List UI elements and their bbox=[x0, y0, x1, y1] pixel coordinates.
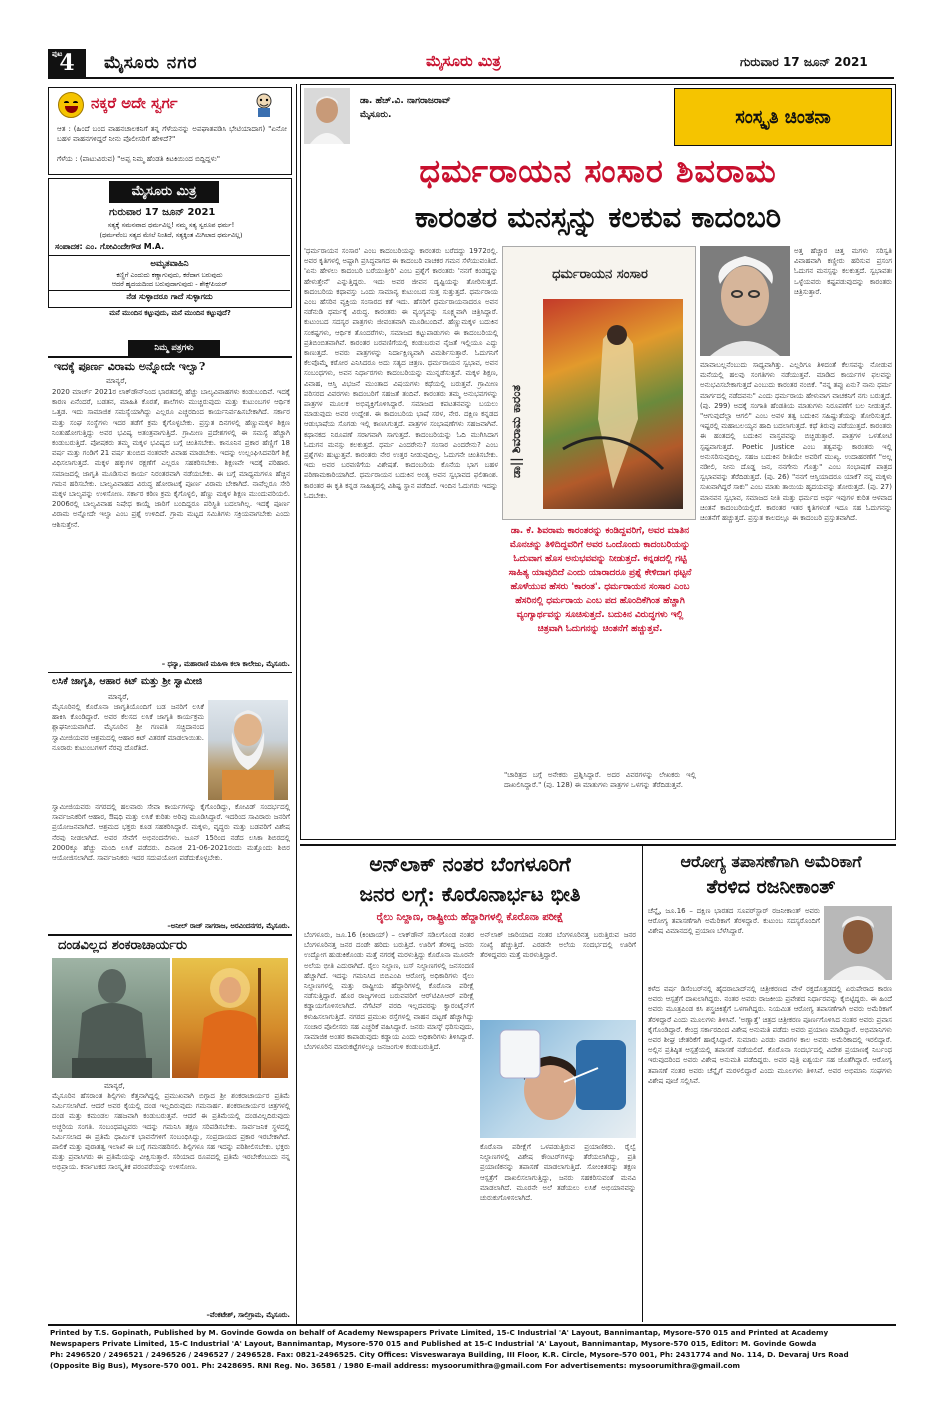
article2-body-col2: ಅನ್‌ಲಾಕ್ ಜಾರಿಯಾದ ನಂತರ ಬೆಂಗಳೂರಿನತ್ತ ಬರುತ್ತಿರುವ ಜನರ ಸಂಖ್ಯೆ ಹೆಚ್ಚುತ್ತಿದೆ. ಎರಡನೇ ಅಲೆಯ ಸಂದರ್ಭದಲ್ಲಿ ಊರಿಗೆ ತೆರಳಿದ್ದವರು ಮತ್ತೆ ಮರಳುತ್ತಿದ್ದಾರೆ. bbox=[480, 931, 636, 960]
divider bbox=[48, 356, 292, 358]
covid-test-photo bbox=[480, 1020, 636, 1138]
paper-info-box bbox=[48, 178, 292, 308]
cartoon-icon bbox=[249, 92, 279, 118]
letter3-title: ದಂಡವಿಲ್ಲದ ಶಂಕರಾಚಾರ್ಯರು bbox=[58, 938, 188, 953]
letter2-body: ಸ್ವಾಮೀಜಿಯವರು ನಗರದಲ್ಲಿ ಹಲವಾರು ಸೇವಾ ಕಾರ್ಯಗಳನ್ನು ಕೈಗೊಂಡಿದ್ದು, ಕೋವಿಡ್ ಸಂದರ್ಭದಲ್ಲಿ ಸಾರ್ವಜನಿಕರಿಗೆ ಆಹಾರ, ಔಷಧಿ ಮತ್ತು ಲಸಿಕೆ ಕುರಿತು ಅರಿವು ಮೂಡಿಸಿದ್ದಾರೆ. ಇದರಿಂದ ಸಾವಿರಾರು ಜನರಿಗೆ ಪ್ರಯೋಜನವಾಗಿದೆ. ಆಶ್ರಮದ ಭಕ್ತರು ಕೂಡ ಸಹಕರಿಸಿದ್ದಾರೆ. ಮಕ್ಕಳು, ವೃದ್ಧರು ಮತ್ತು ಬಡವರಿಗೆ ವಿಶೇಷ ನೆರವು ನೀಡಲಾಗಿದೆ. ಅವರ ಸೇವೆಗೆ ಅಭಿನಂದನೆಗಳು. ಜೂನ್ 15ರಿಂದ ನಡೆದ ಲಸಿಕಾ ಶಿಬಿರದಲ್ಲಿ 2000ಕ್ಕೂ ಹೆಚ್ಚು ಮಂದಿ ಲಸಿಕೆ ಪಡೆದರು. ದಿನಾಂಕ 21-06-2021ರಂದು ಮತ್ತೊಂದು ಶಿಬಿರ ಆಯೋಜಿಸಲಾಗಿದೆ. ಸಾರ್ವಜನಿಕರು ಇದರ ಸದುಪಯೋಗ ಪಡೆದುಕೊಳ್ಳಬೇಕು. bbox=[52, 803, 290, 863]
article3-headline-2: ತೆರಳಿದ ರಜನೀಕಾಂತ್ bbox=[706, 876, 836, 898]
page-label: ಪುಟ bbox=[52, 50, 63, 58]
column-separator bbox=[642, 846, 643, 1322]
book-cover bbox=[502, 246, 696, 520]
motto-sub: (ಧರ್ಮವೆಂಬ ಸತ್ಯದ ಮೇಲೆ ನಿಂತಿದೆ, ಸತ್ಯಕ್ಕಿಂತ ಮಿಗಿಲಾದ ಧರ್ಮವಿಲ್ಲ) bbox=[99, 231, 243, 239]
article2-subhead: ರೈಲು ನಿಲ್ದಾಣ, ರಾಷ್ಟ್ರೀಯ ಹೆದ್ದಾರಿಗಳಲ್ಲಿ ಕೊರೊನಾ ಪರೀಕ್ಷೆ bbox=[376, 912, 564, 923]
proverb-line: ಮನೆ ಮುಂದಿನ ಕಟ್ಟುವುದು, ಮನೆ ಮುಂದಿನ ಕಟ್ಟುವುದೆ? bbox=[109, 309, 231, 317]
paper-name: ಮೈಸೂರು ಮಿತ್ರ bbox=[426, 52, 501, 70]
imprint-line-2: Newspapers Private Limited, 15-C Industrial 'A' Layout, Bannimantap, Mysore-570 015 and Published at 15-C Industrial 'A' Layout, Bannimantap, Mysore-570 015, Editor: M. Govinde Gowda bbox=[50, 1339, 817, 1348]
article3-body: ಕಳೆದ ವರ್ಷ ಡಿಸೆಂಬರ್‌ನಲ್ಲಿ ಹೈದರಾಬಾದ್‌ನಲ್ಲಿ ಚಿತ್ರೀಕರಣದ ವೇಳೆ ರಕ್ತದೊತ್ತಡದಲ್ಲಿ ಏರುಪೇರಾದ ಕಾರಣ ಅವರು ಆಸ್ಪತ್ರೆಗೆ ದಾಖಲಾಗಿದ್ದರು. ನಂತರ ಅವರು ರಾಜಕೀಯ ಪ್ರವೇಶದ ನಿರ್ಧಾರವನ್ನು ಕೈಬಿಟ್ಟಿದ್ದರು. ಈ ಹಿಂದೆ ಅವರು ಮೂತ್ರಪಿಂಡ ಕಸಿ ಶಸ್ತ್ರಚಿಕಿತ್ಸೆಗೆ ಒಳಗಾಗಿದ್ದರು. ನಿಯಮಿತ ಆರೋಗ್ಯ ತಪಾಸಣೆಗಾಗಿ ಅವರು ಅಮೆರಿಕಾಗೆ ತೆರಳಿದ್ದಾರೆ ಎಂದು ಮೂಲಗಳು ತಿಳಿಸಿವೆ. 'ಅಣ್ಣಾತ್ತೆ' ಚಿತ್ರದ ಚಿತ್ರೀಕರಣ ಪೂರ್ಣಗೊಳಿಸಿದ ನಂತರ ಅವರು ಪ್ರವಾಸ ಕೈಗೊಂಡಿದ್ದಾರೆ. ಕೇಂದ್ರ ಸರ್ಕಾರದಿಂದ ವಿಶೇಷ ಅನುಮತಿ ಪಡೆದು ಅವರು ಪ್ರಯಾಣ ಮಾಡಿದ್ದಾರೆ. ಅಭಿಮಾನಿಗಳು ಅವರ ಶೀಘ್ರ ಚೇತರಿಕೆಗೆ ಹಾರೈಸಿದ್ದಾರೆ. ಸುಮಾರು ಎರಡು ವಾರಗಳ ಕಾಲ ಅವರು ಅಮೆರಿಕಾದಲ್ಲಿ ಇರಲಿದ್ದಾರೆ. ಅಲ್ಲಿನ ಪ್ರತಿಷ್ಠಿತ ಆಸ್ಪತ್ರೆಯಲ್ಲಿ ತಪಾಸಣೆ ನಡೆಯಲಿದೆ. ಕೊರೊನಾ ಸಂದರ್ಭದಲ್ಲಿ ವಿದೇಶ ಪ್ರಯಾಣಕ್ಕೆ ನಿರ್ಬಂಧ ಇರುವುದರಿಂದ ಅವರು ವಿಶೇಷ ಅನುಮತಿ ಪಡೆದಿದ್ದರು. ಅವರ ಪುತ್ರಿ ಐಶ್ವರ್ಯ ಸಹ ಜೊತೆಗಿದ್ದಾರೆ. ಆರೋಗ್ಯ ತಪಾಸಣೆ ನಂತರ ಅವರು ಚೆನ್ನೈಗೆ ಮರಳಲಿದ್ದಾರೆ ಎಂದು ಮೂಲಗಳು ತಿಳಿಸಿವೆ. ಅವರ ಅಭಿಮಾನಿ ಸಂಘಗಳು ವಿಶೇಷ ಪೂಜೆ ಸಲ್ಲಿಸಿವೆ. bbox=[648, 985, 892, 1085]
letters-tag: ನಿಮ್ಮ ಪತ್ರಗಳು bbox=[128, 340, 220, 356]
imprint-line-3: Ph: 2496520 / 2496521 / 2496526 / 2496527 / 2496528. Fax: 0821-2496525. City Offices: Visveswaraya Building, III Floor, K.R. Circle, Mysore-570 001, Ph: 2431774 and No. 114, D. Devaraj Urs Road bbox=[50, 1350, 849, 1359]
letter3-body: ಮೈಸೂರಿನ ಹೆಸರಾಂತ ಶಿಲ್ಪಿಗಳು ಕೆತ್ತನಾಗಿದ್ದಲ್ಲಿ ಪ್ರಮುಖವಾಗಿ ಬಿಗ್ಗಾದ ಶ್ರೀ ಶಂಕರಾಚಾರ್ಯರ ಪ್ರತಿಮೆ ನಿರ್ಮಿಸಲಾಗಿದೆ. ಆದರೆ ಅವರ ಕೈಯಲ್ಲಿ ದಂಡ ಇಲ್ಲದಿರುವುದು ಗಮನಾರ್ಹ. ಶಂಕರಾಚಾರ್ಯರ ಚಿತ್ರಗಳಲ್ಲಿ ದಂಡ ಮತ್ತು ಕಮಂಡಲ ಸಹಜವಾಗಿ ಕಂಡುಬರುತ್ತವೆ. ಆದರೆ ಈ ಪ್ರತಿಮೆಯಲ್ಲಿ ದಂಡವಿಲ್ಲದಿರುವುದು ಅಚ್ಚರಿಯ ಸಂಗತಿ. ಸಂಬಂಧಪಟ್ಟವರು ಇದನ್ನು ಗಮನಿಸಿ ತಕ್ಷಣ ಸರಿಪಡಿಸಬೇಕು. ಸಾರ್ವಜನಿಕ ಸ್ಥಳದಲ್ಲಿ ನಿರ್ಮಿಸಲಾದ ಈ ಪ್ರತಿಮೆ ಧಾರ್ಮಿಕ ಭಾವನೆಗಳಿಗೆ ಸಂಬಂಧಿಸಿದ್ದು, ಸಂಪ್ರದಾಯದ ಪ್ರಕಾರ ಇರಬೇಕಾಗಿದೆ. ಪಾಲಿಕೆ ಮತ್ತು ಪುರಾತತ್ವ ಇಲಾಖೆ ಈ ಬಗ್ಗೆ ಗಮನಹರಿಸಲಿ. ಶಿಲ್ಪಿಗಳೂ ಸಹ ಇದನ್ನು ಪರಿಶೀಲಿಸಬೇಕು. ಭಕ್ತರು ಮತ್ತು ಪ್ರವಾಸಿಗರು ಈ ಪ್ರತಿಮೆಯನ್ನು ವೀಕ್ಷಿಸುತ್ತಾರೆ. ಸರಿಯಾದ ರೂಪದಲ್ಲಿ ಪ್ರತಿಮೆ ಇರಬೇಕೆಂಬುದು ನನ್ನ ಅಭಿಪ್ರಾಯ. ಕರ್ನಾಟಕದ ಸಾಂಸ್ಕೃತಿಕ ಪರಂಪರೆಯನ್ನು ಉಳಿಸೋಣ. bbox=[52, 1092, 290, 1172]
karanth-photo bbox=[700, 246, 790, 356]
letter2-title: ಲಸಿಕೆ ಜಾಗೃತಿ, ಆಹಾರ ಕಿಟ್ ಮತ್ತು ಶ್ರೀ ಸ್ವಾಮೀಜಿ bbox=[52, 676, 203, 687]
paper-logo: ಮೈಸೂರು ಮಿತ್ರ bbox=[109, 181, 219, 203]
joke-title: ನಕ್ಕರೆ ಅದೇ ಸ್ವರ್ಗ bbox=[91, 94, 178, 112]
footer-rule bbox=[48, 1324, 896, 1326]
feature-body-col3: ಮಾವಾಬಲ್ಲನೆಂಬುದು ಸಾಧ್ಯವಾಗಿತ್ತು. ಎಲ್ಲರಿಗೂ ತಿಳಿದಂತೆ ಕೆಲಸವನ್ನು ನೋಡುವ ಮನೆಯಲ್ಲಿ ಹಲವು ಸಂಗತಿಗಳು ನಡೆಯುತ್ತವೆ. ಮಾಡಿದ ಕಾರ್ಯಗಳ ಫಲವನ್ನು ಅನುಭವಿಸಬೇಕಾಗುತ್ತದೆ ಎಂಬುದು ಕಾರಂತರ ನಂಬಿಕೆ. "ನನ್ನ ತಪ್ಪು ಏನು? ನಾನು ಧರ್ಮ ಮಾರ್ಗದಲ್ಲಿ ನಡೆದವನು" ಎಂದು ಧರ್ಮರಾಯ ಹೇಳುವಾಗ ವಾಚಕನಿಗೆ ನಗು ಬರುತ್ತದೆ. (ಪು. 299) ಅದಕ್ಕೆ ಸಂಗಾತಿ ಹೆಂಡತಿಯ ಮಾತುಗಳು ನಿರೂಪಣೆಗೆ ಬಲ ನೀಡುತ್ತವೆ. "ಆಗುವುದೆಲ್ಲಾ ಆಗಲಿ" ಎಂಬ ಅವಳ ತತ್ವ ಬದುಕಿನ ಸಹಿಷ್ಣುತೆಯನ್ನು ತೋರಿಸುತ್ತದೆ. ಇಷ್ಟರಲ್ಲಿ ಮಹಾಬಲಯ್ಯನ ಹಾದಿ ಬದಲಾಗುತ್ತದೆ. ಕಥೆ ತಿರುವು ಪಡೆಯುತ್ತದೆ. ಕಾರಂತರು ಈ ಹಂತದಲ್ಲಿ ಬದುಕಿನ ವಾಸ್ತವವನ್ನು ಬಿಚ್ಚಿಡುತ್ತಾರೆ. ಪಾತ್ರಗಳ ಒಳತೋಟಿ ಸ್ಪಷ್ಟವಾಗುತ್ತದೆ. Poetic Justice ಎಂಬ ತತ್ವವನ್ನು ಕಾರಂತರು ಇಲ್ಲಿ ಅನುಸರಿಸುವುದಿಲ್ಲ. ಸಹಜ ಬದುಕಿನ ರೀತಿಯೇ ಅವರಿಗೆ ಮುಖ್ಯ. ಉದಾಹರಣೆಗೆ "ಅಲ್ಲ ನಡೀಲಿ, ನೀನು ದೊಡ್ಡ ಜನ, ನನಗೇನು ಗೊತ್ತು" ಎಂಬ ಸಂಭಾಷಣೆ ಪಾತ್ರದ ಸ್ವಭಾವವನ್ನು ತೆರೆದಿಡುತ್ತದೆ. (ಪು. 26) "ನನಗೆ ಆಸ್ತಿಯಾದರೂ ಯಾಕೆ? ನನ್ನ ಮಕ್ಕಳು ಸುಖವಾಗಿದ್ದರೆ ಸಾಕು" ಎಂಬ ಮಾತು ತಾಯಿಯ ಹೃದಯವನ್ನು ತೋರುತ್ತದೆ. (ಪು. 27) ಮಾನವನ ಸ್ವಭಾವ, ಸಮಾಜದ ನೀತಿ ಮತ್ತು ಧರ್ಮದ ಅರ್ಥ ಇವುಗಳ ಕುರಿತ ಆಳವಾದ ಚಿಂತನೆ ಕಾದಂಬರಿಯಲ್ಲಿದೆ. ಕಾರಂತರ ಇತರ ಕೃತಿಗಳಂತೆ ಇದೂ ಸಹ ಓದುಗನನ್ನು ಚಿಂತನೆಗೆ ಹಚ್ಚುತ್ತದೆ. ಪ್ರಸ್ತುತ ಕಾಲದಲ್ಲೂ ಈ ಕಾದಂಬರಿ ಪ್ರಸ್ತುತವಾಗಿದೆ. bbox=[700, 361, 892, 523]
divider bbox=[49, 290, 290, 291]
editor: ಸಂಪಾದಕ: ಎಂ. ಗೋವಿಂದೇಗೌಡ M.A. bbox=[55, 242, 165, 251]
proverb-title: ನೆಡ ಸುಳ್ಳಾದರೂ ಗಾದೆ ಸುಳ್ಳಾಗದು bbox=[126, 292, 213, 301]
letter1-sign: – ಧನ್ಯಾ, ಮಹಾರಾಣಿ ಮಹಿಳಾ ಕಲಾ ಕಾಲೇಜು, ಮೈಸೂರು. bbox=[161, 660, 290, 668]
laughing-face-icon bbox=[58, 92, 84, 118]
feature-body-col3-top: ಅತ್ತ ಹೆಚ್ಚಾರ ಚಿತ್ತ ಮಗಳು ಸರಿಸ್ವತಿ ವಿವಾಹವಾಗಿ ಕಣ್ಣೀರು ಹರಿಸುವ ಪ್ರಸಂಗ ಓದುಗನ ಮನಸ್ಸನ್ನು ಕಲಕುತ್ತದೆ. ಸ್ವಭಾವತಃ ಒಳ್ಳೆಯವರು ಕಷ್ಟಪಡುವುದನ್ನು ಕಾರಂತರು ಚಿತ್ರಿಸುತ್ತಾರೆ. bbox=[794, 247, 892, 296]
divider bbox=[49, 255, 290, 256]
divider bbox=[300, 844, 896, 846]
swamiji-photo bbox=[208, 700, 288, 800]
book-cover-author: ಡಾ|| ಶಿವರಾಮ ಕಾರಂತ bbox=[509, 385, 523, 479]
imprint-line-1: Printed by T.S. Gopinath, Published by M. Govinde Gowda on behalf of Academy Newspapers Private Limited, 15-C Industrial 'A' Layout, Bannimantap, Mysore-570 015 and Printed at Academy bbox=[50, 1328, 829, 1337]
article3-headline-1: ಆರೋಗ್ಯ ತಪಾಸಣೆಗಾಗಿ ಅಮೆರಿಕಾಗೆ bbox=[680, 852, 862, 871]
page-number: 4 bbox=[59, 50, 75, 76]
article2-headline-1: ಅನ್‌ಲಾಕ್ ನಂತರ ಬೆಂಗಳೂರಿಗೆ bbox=[369, 852, 571, 876]
book-cover-art bbox=[543, 299, 683, 509]
book-cover-title: ಧರ್ಮರಾಯನ ಸಂಸಾರ bbox=[552, 267, 648, 282]
amrutha-line-1: ಕಣ್ಣಿಗೆ ಎಂದುದು ಕಣ್ಣಾಗುವುದು, ಕರೆದಾಗ ಬರುವುದು bbox=[116, 271, 223, 279]
article2-body-col1: ಬೆಂಗಳೂರು, ಜೂ.16 (ಕಿಂಟಾಯ್) – ಲಾಕ್‌ಡೌನ್ ಸಡಿಲಗೊಂಡ ನಂತರ ಬೆಂಗಳೂರಿನತ್ತ ಜನರ ದಂಡೇ ಹರಿದು ಬರುತ್ತಿದೆ. ಊರಿಗೆ ತೆರಳಿದ್ದ ಜನರು ಉದ್ಯೋಗ ಹುಡುಕಿಕೊಂಡು ಮತ್ತೆ ನಗರಕ್ಕೆ ಮರಳುತ್ತಿದ್ದು ಕೊರೊನಾ ಮೂರನೇ ಅಲೆಯ ಭೀತಿ ಎದುರಾಗಿದೆ. ರೈಲು ನಿಲ್ದಾಣ, ಬಸ್ ನಿಲ್ದಾಣಗಳಲ್ಲಿ ಜನಸಂದಣಿ ಹೆಚ್ಚಾಗಿದೆ. ಇದನ್ನು ಗಮನಿಸಿದ ಬಿಬಿಎಂಪಿ ಆರೋಗ್ಯ ಅಧಿಕಾರಿಗಳು ರೈಲು ನಿಲ್ದಾಣಗಳಲ್ಲಿ ಮತ್ತು ರಾಷ್ಟ್ರೀಯ ಹೆದ್ದಾರಿಗಳಲ್ಲಿ ಕೊರೊನಾ ಪರೀಕ್ಷೆ ನಡೆಸುತ್ತಿದ್ದಾರೆ. ಹೊರ ರಾಜ್ಯಗಳಿಂದ ಬರುವವರಿಗೆ ಆರ್‌ಟಿಪಿಸಿಆರ್ ಪರೀಕ್ಷೆ ಕಡ್ಡಾಯಗೊಳಿಸಲಾಗಿದೆ. ನೆಗೆಟಿವ್ ವರದಿ ಇಲ್ಲದವರನ್ನು ಕ್ವಾರಂಟೈನ್‌ಗೆ ಕಳುಹಿಸಲಾಗುತ್ತಿದೆ. ನಗರದ ಪ್ರಮುಖ ರಸ್ತೆಗಳಲ್ಲಿ ವಾಹನ ದಟ್ಟಣೆ ಹೆಚ್ಚಾಗಿದ್ದು ಸಂಚಾರ ಪೊಲೀಸರು ಸಹ ಎಚ್ಚರಿಕೆ ವಹಿಸಿದ್ದಾರೆ. ಜನರು ಮಾಸ್ಕ್ ಧರಿಸುವುದು, ಸಾಮಾಜಿಕ ಅಂತರ ಕಾಪಾಡುವುದು ಕಡ್ಡಾಯ ಎಂದು ಅಧಿಕಾರಿಗಳು ತಿಳಿಸಿದ್ದಾರೆ. ಬೆಂಗಳೂರಿನ ಮಾರುಕಟ್ಟೆಗಳಲ್ಲೂ ಜನಜಂಗುಳಿ ಕಂಡುಬರುತ್ತಿದೆ. bbox=[304, 931, 474, 1052]
author-name: ಡಾ. ಹೆಚ್.ವಿ. ನಾಗರಾಜರಾವ್ bbox=[360, 96, 451, 106]
letter3-salute: ಮಾನ್ಯರೆ, bbox=[104, 1081, 125, 1090]
joke-line-2: ಗೆಳೆಯ : (ಪಾಟುವಿರುವ) "ಅಪ್ಪ ನಿಮ್ಮ ಹೆಂಡತಿ ಕಿಟಕಿಯಿಂದ ಬಿದ್ದಿದ್ದಳು" bbox=[57, 154, 221, 163]
shankaracharya-statue-photo bbox=[52, 958, 170, 1078]
feature-body-col1: 'ಧರ್ಮರಾಯನ ಸಂಸಾರ' ಎಂಬ ಕಾದಂಬರಿಯನ್ನು ಕಾರಂತರು ಬರೆದದ್ದು 1972ರಲ್ಲಿ. ಅವರ ಕೃತಿಗಳಲ್ಲಿ ಅಷ್ಟಾಗಿ ಪ್ರಸಿದ್ಧವಾಗದ ಈ ಕಾದಂಬರಿ ವಾಚಕರ ಗಮನ ಸೆಳೆಯುವಂತಿದೆ. 'ಏನು ಹೇಳಲು ಕಾದಂಬರಿ ಬರೆಯುತ್ತೀರಿ' ಎಂಬ ಪ್ರಶ್ನೆಗೆ ಕಾರಂತರು 'ನನಗೆ ಕಂಡದ್ದನ್ನು ಹೇಳುತ್ತೇನೆ' ಎನ್ನುತ್ತಿದ್ದರು. ಇದು ಅವರ ಜೀವನ ದೃಷ್ಟಿಯನ್ನು ತೋರಿಸುತ್ತದೆ. ಕಾದಂಬರಿಯ ಕಥಾವಸ್ತು ಒಂದು ಸಾಮಾನ್ಯ ಕುಟುಂಬದ ಸುತ್ತ ಸುತ್ತುತ್ತದೆ. ಧರ್ಮರಾಯ ಎಂಬ ಹೆಸರಿನ ವ್ಯಕ್ತಿಯ ಸಂಸಾರದ ಕತೆ ಇದು. ಹೆಸರಿಗೆ ಧರ್ಮರಾಯನಾದರೂ ಅವನ ನಡೆನುಡಿ ಧರ್ಮಕ್ಕೆ ವಿರುದ್ಧ. ಕಾರಂತರು ಈ ವ್ಯಂಗ್ಯವನ್ನು ಸೂಕ್ಷ್ಮವಾಗಿ ಚಿತ್ರಿಸಿದ್ದಾರೆ. ಕುಟುಂಬದ ಸದಸ್ಯರ ಪಾತ್ರಗಳು ಜೀವಂತವಾಗಿ ಮೂಡಿಬಂದಿವೆ. ಹೆಣ್ಣುಮಕ್ಕಳ ಬದುಕಿನ ಸಂಕಷ್ಟಗಳು, ಆರ್ಥಿಕ ತೊಂದರೆಗಳು, ಸಮಾಜದ ಕಟ್ಟುಪಾಡುಗಳು ಈ ಕಾದಂಬರಿಯಲ್ಲಿ ಪ್ರತಿಬಿಂಬಿತವಾಗಿವೆ. ಕಾರಂತರ ಬರವಣಿಗೆಯಲ್ಲಿ ಕಂಡುಬರುವ ನೈಜತೆ ಇಲ್ಲಿಯೂ ಎದ್ದು ಕಾಣುತ್ತದೆ. ಅವರು ಪಾತ್ರಗಳನ್ನು ನಿರ್ದಾಕ್ಷಿಣ್ಯವಾಗಿ ವಿಮರ್ಶಿಸುತ್ತಾರೆ. ಓದುಗನಿಗೆ ಕೆಲವೊಮ್ಮೆ ಕಠೋರ ಎನಿಸಿದರೂ ಅದು ಸತ್ಯದ ಚಿತ್ರಣ. ಧರ್ಮರಾಯನ ಸ್ವಭಾವ, ಅವನ ಸಂಬಂಧಗಳು, ಅವನ ನಿರ್ಧಾರಗಳು ಕಾದಂಬರಿಯನ್ನು ಮುನ್ನಡೆಸುತ್ತವೆ. ಮಕ್ಕಳ ಶಿಕ್ಷಣ, ವಿವಾಹ, ಆಸ್ತಿ ವಿಭಜನೆ ಮುಂತಾದ ವಿಷಯಗಳು ಕಥೆಯಲ್ಲಿ ಬರುತ್ತವೆ. ಗ್ರಾಮೀಣ ಪರಿಸರದ ವಿವರಗಳು ಕಾದಂಬರಿಗೆ ಸಹಜತೆ ತಂದಿವೆ. ಕಾರಂತರು ತಮ್ಮ ಅನುಭವಗಳನ್ನು ಪಾತ್ರಗಳ ಮೂಲಕ ಅಭಿವ್ಯಕ್ತಿಗೊಳಿಸಿದ್ದಾರೆ. ಸಮಾಜದ ಕಪಟತನವನ್ನು ಬಯಲು ಮಾಡುವುದು ಅವರ ಉದ್ದೇಶ. ಈ ಕಾದಂಬರಿಯ ಭಾಷೆ ಸರಳ, ನೇರ. ದಕ್ಷಿಣ ಕನ್ನಡದ ಆಡುಭಾಷೆಯ ಸೊಗಡು ಇಲ್ಲಿ ಕಾಣಸಿಗುತ್ತದೆ. ಪಾತ್ರಗಳ ಸಂಭಾಷಣೆಗಳು ಸಹಜವಾಗಿವೆ. ಕಥಾನಕದ ನಿರೂಪಣೆ ಸರಾಗವಾಗಿ ಸಾಗುತ್ತದೆ. ಕಾದಂಬರಿಯನ್ನು ಓದಿ ಮುಗಿಸಿದಾಗ ಓದುಗನ ಮನಸ್ಸು ಕಲಕುತ್ತದೆ. ಧರ್ಮ ಎಂದರೇನು? ಸಂಸಾರ ಎಂದರೇನು? ಎಂಬ ಪ್ರಶ್ನೆಗಳು ಹುಟ್ಟುತ್ತವೆ. ಕಾರಂತರು ನೇರ ಉತ್ತರ ನೀಡುವುದಿಲ್ಲ. ಓದುಗನೇ ಚಿಂತಿಸಬೇಕು. ಇದು ಅವರ ಬರವಣಿಗೆಯ ವಿಶೇಷತೆ. ಕಾದಂಬರಿಯ ಕೊನೆಯ ಭಾಗ ಬಹಳ ಪರಿಣಾಮಕಾರಿಯಾಗಿದೆ. ಧರ್ಮರಾಯನ ಬದುಕಿನ ಅಂತ್ಯ ಅವನ ಸ್ವಭಾವದ ಫಲಿತಾಂಶ. ಕಾರಂತರ ಈ ಕೃತಿ ಕನ್ನಡ ಸಾಹಿತ್ಯದಲ್ಲಿ ವಿಶಿಷ್ಟ ಸ್ಥಾನ ಪಡೆದಿದೆ. ಇಂದಿನ ಓದುಗರು ಇದನ್ನು ಓದಬೇಕು. bbox=[304, 247, 498, 500]
feature-headline-2: ಕಾರಂತರ ಮನಸ್ಸನ್ನು ಕಲಕುವ ಕಾದಂಬರಿ bbox=[414, 200, 782, 234]
masthead-rule bbox=[48, 77, 894, 79]
article3-body-top: ಚೆನ್ನೈ, ಜೂ.16 – ದಕ್ಷಿಣ ಭಾರತದ ಸೂಪರ್‌ಸ್ಟಾರ್ ರಜನೀಕಾಂತ್ ಅವರು ಆರೋಗ್ಯ ತಪಾಸಣೆಗಾಗಿ ಅಮೆರಿಕಾಗೆ ತೆರಳಿದ್ದಾರೆ. ಕುಟುಂಬ ಸದಸ್ಯರೊಂದಿಗೆ ವಿಶೇಷ ವಿಮಾನದಲ್ಲಿ ಪ್ರಯಾಣ ಬೆಳೆಸಿದ್ದಾರೆ. bbox=[648, 907, 820, 936]
letter2-body-left: ಮೈಸೂರಿನಲ್ಲಿ ಕೊರೊನಾ ಜಾಗೃತಿಯೊಂದಿಗೆ ಬಡ ಜನರಿಗೆ ಲಸಿಕೆ ಹಾಕಿಸಿ ಕೊಂಡಿದ್ದಾರೆ. ಅವರ ಕೆಲಸದ ಲಸಿಕೆ ಜಾಗೃತಿ ಕಾರ್ಯಕ್ರಮ ಶ್ಲಾಘನೀಯವಾಗಿದೆ. ಮೈಸೂರಿನ ಶ್ರೀ ಗಣಪತಿ ಸಚ್ಚಿದಾನಂದ ಸ್ವಾಮೀಜಿಯವರ ಆಶ್ರಮದಲ್ಲಿ ಆಹಾರ ಕಿಟ್ ವಿತರಣೆ ಮಾಡಲಾಯಿತು. ನೂರಾರು ಕುಟುಂಬಗಳಿಗೆ ನೆರವು ದೊರೆತಿದೆ. bbox=[52, 703, 204, 752]
feature-body-col2: "ಚಾರಿತ್ರದ ಬಗ್ಗೆ ಅನೇಕರು ಪ್ರಶ್ನಿಸಿದ್ದಾರೆ. ಅದರ ವಿವರಗಳನ್ನು ಲೇಖಕರು ಇಲ್ಲಿ ದಾಖಲಿಸಿದ್ದಾರೆ." (ಪು. 128) ಈ ಮಾತುಗಳು ಪಾತ್ರಗಳ ಒಳಗನ್ನು ತೆರೆದಿಡುತ್ತವೆ. bbox=[504, 771, 696, 790]
letter2-sign: –ಅನೀಲ್ ರಾಜ್ ನಾಗರಾಜ, ಅರವಿಂದನಗರ, ಮೈಸೂರು. bbox=[167, 922, 290, 930]
article2-body-col3: ಕೊರೊನಾ ಪರೀಕ್ಷೆಗೆ ಒಳಪಡುತ್ತಿರುವ ಪ್ರಯಾಣಿಕರು. ರೈಲ್ವೆ ನಿಲ್ದಾಣಗಳಲ್ಲಿ ವಿಶೇಷ ಕೌಂಟರ್‌ಗಳನ್ನು ತೆರೆಯಲಾಗಿದ್ದು, ಪ್ರತಿ ಪ್ರಯಾಣಿಕನನ್ನು ತಪಾಸಣೆ ಮಾಡಲಾಗುತ್ತಿದೆ. ಸೋಂಕಿತರನ್ನು ತಕ್ಷಣ ಆಸ್ಪತ್ರೆಗೆ ದಾಖಲಿಸಲಾಗುತ್ತಿದ್ದು, ಜನರು ಸಹಕರಿಸುವಂತೆ ಮನವಿ ಮಾಡಲಾಗಿದೆ. ಮೂರನೇ ಅಲೆ ತಡೆಯಲು ಲಸಿಕೆ ಅಭಿಯಾನವನ್ನು ಚುರುಕುಗೊಳಿಸಲಾಗಿದೆ. bbox=[480, 1143, 636, 1203]
divider bbox=[48, 934, 292, 936]
letter2-salute: ಮಾನ್ಯರೆ, bbox=[108, 692, 129, 701]
paper-date: ಗುರುವಾರ 17 ಜೂನ್ 2021 bbox=[109, 207, 216, 218]
imprint-line-4: (Opposite Big Bus), Mysore-570 001. Ph: 2428695. RNI Reg. No. 36581 / 1980 E-mail address: mysoorumithra@gmail.com For advertisements: mysoorumithra@gmail.com bbox=[50, 1361, 740, 1370]
author-place: ಮೈಸೂರು. bbox=[360, 110, 392, 120]
column-name: ಸಂಸ್ಕೃತಿ ಚಿಂತನಾ bbox=[674, 88, 892, 146]
article2-headline-2: ಜನರ ಲಗ್ಗೆ: ಕೊರೊನಾರ್ಭಟ ಭೀತಿ bbox=[359, 882, 581, 906]
pull-quote: ಡಾ. ಕೆ. ಶಿವರಾಮ ಕಾರಂತರನ್ನು ಕಂಡಿದ್ದವರಿಗೆ, ಅವರ ಮಾತಿನ ಮೊನಚನ್ನು ತಿಳಿದಿದ್ದವರಿಗೆ ಅವರ ಒಂದೊಂದು ಕಾದಂಬರಿಯನ್ನು ಓದುವಾಗ ಹೊಸ ಅನುಭವವನ್ನು ನೀಡುತ್ತದೆ. ಕನ್ನಡದಲ್ಲಿ ಗಟ್ಟಿ ಸಾಹಿತ್ಯ ಯಾವುದಿದೆ ಎಂದು ಯಾರಾದರೂ ಪ್ರಶ್ನೆ ಕೇಳಿದಾಗ ಥಟ್ಟನೆ ಹೊಳೆಯುವ ಹೆಸರು 'ಕಾರಂತ'. ಧರ್ಮರಾಯನ ಸಂಸಾರ ಎಂಬ ಹೆಸರಿನಲ್ಲಿ ಧರ್ಮರಾಯ ಎಂಬ ಪದ ಹೊಂದಿಕೆಗಿಂತ ಹೆಚ್ಚಾಗಿ ವ್ಯಂಗ್ಯಾರ್ಥವನ್ನು ಸೂಚಿಸುತ್ತದೆ. ಬದುಕಿನ ವಿರುದ್ಧಗಳು ಇಲ್ಲಿ ಚಿತ್ರವಾಗಿ ಓದುಗನನ್ನು ಚಿಂತನೆಗೆ ಹಚ್ಚುತ್ತವೆ. bbox=[508, 526, 692, 634]
joke-line-1: ಆತ : (ಹಿಂದೆ ಬಂದ ವಾಹನಚಾಲಕನಿಗೆ ತನ್ನ ಗೆಳೆಯನನ್ನು ಅಪಘಾತಪಡಿಸಿ ಭೇಟಿಯಾದಾಗ) "ಏನೋ ಬಹಳ ವಾಹನಗಳಿದ್ದರೆ ನೀನು ಪೊಲೀಸರಿಗೆ ಹೇಳಿದೆ?" bbox=[57, 124, 287, 144]
section-name: ಮೈಸೂರು ನಗರ bbox=[104, 53, 198, 73]
column-separator bbox=[296, 84, 297, 1324]
amrutha-line-2: ಆದರೆ ಹೃದಯದಿಂದ ಬರುವುದಾಗುವುದು - ಶೇಕ್ಸ್‌ಪಿಯರ್ bbox=[111, 280, 228, 288]
letter3-sign: –ವೆಂಕಟೇಶ್, ಸಾಲಿಗ್ರಾಮ, ಮೈಸೂರು. bbox=[206, 1311, 290, 1319]
divider bbox=[48, 672, 292, 673]
letter1-body: 2020 ಮಾರ್ಚ್ 2021ರ ಲಾಕ್‌ಡೌನ್‌ನಿಂದ ಭಾರತದಲ್ಲಿ ಹೆಚ್ಚು ಬಾಲ್ಯವಿವಾಹಗಳು ಕಂಡುಬಂದಿವೆ. ಇದಕ್ಕೆ ಕಾರಣ ಏನೆಂದರೆ, ಬಡತನ, ಮಾಹಿತಿ ಕೊರತೆ, ಶಾಲೆಗಳು ಮುಚ್ಚಿರುವುದು ಮತ್ತು ಕುಟುಂಬಗಳ ಆರ್ಥಿಕ ಒತ್ತಡ. ಇದು ಸಾಮಾಜಿಕ ಸಮಸ್ಯೆಯಾಗಿದ್ದು ಎಲ್ಲರೂ ಎಚ್ಚರದಿಂದ ಕಾರ್ಯನಿರ್ವಹಿಸಬೇಕಾಗಿದೆ. ಸರ್ಕಾರ ಮತ್ತು ಸಂಘ ಸಂಸ್ಥೆಗಳು ಇದರ ತಡೆಗೆ ಕ್ರಮ ಕೈಗೊಳ್ಳಬೇಕು. ಪ್ರಸ್ತುತ ದಿನಗಳಲ್ಲಿ ಹೆಣ್ಣುಮಕ್ಕಳ ಶಿಕ್ಷಣ ನಿಂತುಹೋಗುತ್ತಿದ್ದು ಅವರ ಭವಿಷ್ಯ ಅತಂತ್ರವಾಗುತ್ತಿದೆ. ಗ್ರಾಮೀಣ ಪ್ರದೇಶಗಳಲ್ಲಿ ಈ ಸಮಸ್ಯೆ ಹೆಚ್ಚಾಗಿ ಕಂಡುಬರುತ್ತಿದೆ. ಪೋಷಕರು ತಮ್ಮ ಮಕ್ಕಳ ಭವಿಷ್ಯದ ಬಗ್ಗೆ ಚಿಂತಿಸಬೇಕು. ಕಾನೂನಿನ ಪ್ರಕಾರ ಹೆಣ್ಣಿಗೆ 18 ವರ್ಷ ಮತ್ತು ಗಂಡಿಗೆ 21 ವರ್ಷ ತುಂಬಿದ ನಂತರವೇ ವಿವಾಹ ಮಾಡಬೇಕು. ಇದನ್ನು ಉಲ್ಲಂಘಿಸಿದವರಿಗೆ ಶಿಕ್ಷೆ ವಿಧಿಸಲಾಗುತ್ತದೆ. ಮಕ್ಕಳ ಹಕ್ಕುಗಳ ರಕ್ಷಣೆಗೆ ಎಲ್ಲರೂ ಸಹಕರಿಸಬೇಕು. ಶಿಕ್ಷಣವೇ ಇದಕ್ಕೆ ಪರಿಹಾರ. ಸಮಾಜದಲ್ಲಿ ಜಾಗೃತಿ ಮೂಡಿಸುವ ಕಾರ್ಯ ನಿರಂತರವಾಗಿ ನಡೆಯಬೇಕು. ಈ ಬಗ್ಗೆ ಮಾಧ್ಯಮಗಳೂ ಹೆಚ್ಚಿನ ಗಮನ ಹರಿಸಬೇಕು. ಬಾಲ್ಯವಿವಾಹದ ವಿರುದ್ಧ ಹೋರಾಟಕ್ಕೆ ಪೂರ್ಣ ವಿರಾಮ ಬೇಕಾಗಿದೆ. ನಾವೆಲ್ಲರೂ ಸೇರಿ ಮಕ್ಕಳ ಬಾಲ್ಯವನ್ನು ಉಳಿಸೋಣ. ಸರ್ಕಾರ ಕಠಿಣ ಕ್ರಮ ಕೈಗೊಳ್ಳಲಿ, ಹೆಣ್ಣು ಮಕ್ಕಳ ಶಿಕ್ಷಣ ಮುಂದುವರಿಯಲಿ. 2006ರಲ್ಲಿ ಬಾಲ್ಯವಿವಾಹ ನಿಷೇಧ ಕಾಯ್ದೆ ಜಾರಿಗೆ ಬಂದಿದ್ದರೂ ಪರಿಸ್ಥಿತಿ ಬದಲಾಗಿಲ್ಲ. ಇದಕ್ಕೆ ಪೂರ್ಣ ವಿರಾಮ ಅನ್ನೋದೇ ಇಲ್ವಾ ಎಂಬ ಪ್ರಶ್ನೆ ಉಳಿದಿದೆ. ಗ್ರಾಮ ಮಟ್ಟದ ಸಮಿತಿಗಳು ಸಕ್ರಿಯವಾಗಬೇಕು ಎಂದು ಆಶಿಸುತ್ತೇನೆ. bbox=[52, 388, 290, 529]
letter1-salute: ಮಾನ್ಯರೆ, bbox=[106, 376, 127, 385]
date: ಗುರುವಾರ 17 ಜೂನ್ 2021 bbox=[740, 55, 868, 69]
amrutha-title: ಅಮೃತವಾಹಿನಿ bbox=[150, 259, 189, 269]
motto: ಸತ್ಯಕ್ಕೆ ಸಮನವಾದ ಧರ್ಮವಿಲ್ಲ! ನಮ್ಮ ಸತ್ಯ ಸ್ವರೂಪ ಧರ್ಮ! bbox=[107, 221, 235, 229]
letter1-title: ಇದಕ್ಕೆ ಪೂರ್ಣ ವಿರಾಮ ಅನ್ನೋದೇ ಇಲ್ವಾ? bbox=[54, 360, 206, 373]
author-photo bbox=[304, 88, 350, 144]
shankaracharya-painting bbox=[172, 958, 288, 1078]
joke-box bbox=[48, 87, 292, 175]
rajinikanth-photo bbox=[824, 906, 892, 980]
feature-headline-1: ಧರ್ಮರಾಯನ ಸಂಸಾರ ಶಿವರಾಮ bbox=[419, 152, 777, 190]
